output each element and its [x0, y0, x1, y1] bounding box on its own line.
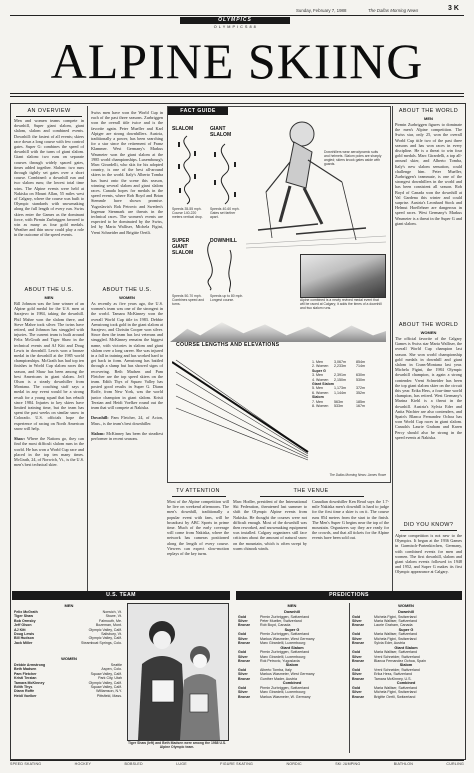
footer-sport-link[interactable]: NORDIC: [286, 762, 302, 766]
section-tv: TV ATTENTION: [176, 488, 220, 494]
header-paper: The Dallas Morning News: [368, 8, 419, 13]
roster-row: Edith Thys Squaw Valley, Calif.: [14, 685, 122, 690]
medal-label: Bronze: [238, 659, 251, 664]
downhill-diagram: [220, 248, 240, 294]
medal-label: Gold: [238, 685, 247, 690]
about-world-men-text: Pirmin Zurbriggen figures to dominate the men's Alpine competition. The Swiss star, only 25, won the overall World Cup title two of the past three seasons and has won races in every discipline. He is a threat to win four gold medals. Marc Girardelli, a top all-around skier, and Alberto Tomba, Italy's new slalom sensation, could challenge him. Peter Mueller, Zurbriggen's teammate, is one of the strongest downhillers in the world and has been consistent all season. Rob Boyd of Canada won the downhill at Val Gardena this winter and could surprise. Austria's Leonhard Stock and Helmut Hoeflehner are dangerous in speed races. West Germany's Markus Wasmeier is a threat in the Super G and giant slalom.: [395, 122, 462, 226]
prediction-event-title: Super G: [284, 627, 300, 632]
about-us-men-text: Bill Johnson was the lone winner of an Alpine gold medal for the U.S. men at Sarajevo in 1984, taking the downhill. Phil Mahre won the slalom there, and Steve Mahre took silver. The twins have retired, and Johnson has struggled with injuries. The current team is built around Felix McGrath and Tiger Shaw in the technical events and AJ Kitt and Doug Lewis in downhill. Lewis won a bronze medal in the downhill at the 1985 world championships. McGrath has had top ten finishes in World Cup slalom races this season, and Shaw has been among the best Americans in giant slalom. Jeff Olson is a steady downhiller from Montana. The coaching staff says a medal in any event would be a strong result for a young squad that has rebuilt since 1984. Injuries to key skiers have limited training time, but the team has spent the past weeks on similar snow in Colorado. U.S. officials hope the experience of racing on North American snow will help. Shaw: Where the Nations go, they can find the most difficult slalom runs in the world. He has won a World Cup race and placed in the top ten many times. McGrath, 24, of Norwich, Vt., is the U.S. men's best technical skier.: [14, 301, 84, 468]
medal-winner: Alberto Tomba, Italy: [260, 668, 292, 673]
us-team-women-list: [14, 663, 122, 698]
prediction-event-title: Slalom: [285, 663, 299, 668]
label-downhill: DOWNHILL: [210, 238, 237, 244]
medal-winner: Pirmin Zurbriggen, Switzerland: [260, 614, 310, 619]
medal-winner: Maria Walliser, Switzerland: [374, 632, 418, 637]
olympics-subtag: O L Y M P I C S 8 8: [213, 25, 257, 29]
slalom-diagram: [172, 134, 202, 206]
medal-label: Gold: [352, 632, 361, 637]
medal-winner: Maria Walliser, Switzerland: [374, 650, 418, 655]
footer-sport-link[interactable]: BOBSLED: [124, 762, 143, 766]
medal-winner: Vreni Schneider, Switzerland: [374, 654, 420, 659]
section-predictions: PREDICTIONS: [236, 591, 462, 600]
medal-winner: Michela Figini, Switzerland: [374, 636, 417, 641]
label-world-men: MEN: [424, 116, 433, 121]
course-row: Giant Slalom: [312, 382, 334, 387]
label-women: WOMEN: [119, 295, 135, 300]
medal-label: Bronze: [238, 676, 251, 681]
medal-winner: Peter Mueller, Switzerland: [260, 619, 302, 623]
giant-slalom-diagram: [210, 142, 240, 206]
label-super-g: SUPER GIANT SLALOM: [172, 238, 194, 256]
medal-winner: Blanca Fernandez Ochoa, Spain: [374, 659, 426, 664]
header-date: Sunday, February 7, 1988: [296, 8, 347, 13]
roster-row: Bill Hudson Olympic Valley, Calif.: [14, 636, 122, 641]
footer-sport-link[interactable]: SKI JUMPING: [335, 762, 361, 766]
medal-label: Silver: [238, 654, 248, 659]
section-about-world-women: ABOUT THE WORLD: [398, 322, 459, 328]
olympics-tag: OLYMPICS: [180, 17, 290, 24]
label-giant-slalom: GIANT SLALOM: [210, 126, 232, 138]
prediction-event-title: Downhill: [398, 610, 414, 614]
medal-label: Gold: [238, 668, 247, 673]
medal-winner: Erika Hess, Switzerland: [374, 672, 412, 677]
course-table: [312, 360, 384, 408]
team-photo-caption: Tiger Shaw (left) and Beth Madsen were among the 1988 U.S. Alpine Olympic team.: [127, 741, 227, 749]
medal-winner: Maria Walliser, Switzerland: [374, 619, 418, 623]
roster-row: Beth Madsen Aspen, Colo.: [14, 667, 122, 672]
medal-winner: Michela Figini, Switzerland: [374, 614, 417, 619]
venue-photo: [300, 254, 386, 298]
about-us-women-text: As recently as five years ago, the U.S. women's team was one of the strongest in the world. Tamara McKinney won the overall World Cup title in 1983. Debbie Armstrong took gold in the giant slalom at Sarajevo, and Christin Cooper won silver. Since then the team has lost veterans and struggled. McKinney remains the biggest name, with victories in slalom and giant slalom over a long career. She was injured in a fall in training and has worked hard to get back in form. Armstrong has battled through a slump but has showed signs of recovering. Beth Madsen and Pam Fletcher are the top speed skiers on the team. Edith Thys of Squaw Valley has posted good results in Super G. Diann Roffe, from New York, was the world junior champion in giant slalom. Kristi Terzian and Heidi Voelker round out the team that will compete at Nakiska. Downhill: Pam Fletcher, 24, of Acton, Mass., is the team's best downhiller. Slalom: McKinney has been the steadiest performer in recent seasons.: [91, 301, 163, 442]
medal-label: Silver: [238, 672, 248, 677]
footer-sport-link[interactable]: LUGE: [176, 762, 187, 766]
medal-winner: Marc Girardelli, Luxembourg: [260, 690, 306, 695]
medal-winner: Marc Girardelli, Luxembourg: [260, 641, 306, 646]
medal-winner: Pirmin Zurbriggen, Switzerland: [260, 650, 310, 655]
prediction-event-title: Combined: [396, 681, 416, 686]
medal-label: Bronze: [352, 676, 365, 681]
prediction-event-title: Super G: [398, 627, 414, 632]
section-fact-guide: FACT GUIDE: [168, 107, 228, 115]
overview-text: Men and women teams compete in downhill, Super giant slalom, giant slalom, slalom and combined events. Downhill: the fastest of all events; skiers race down a long course with few control gates. Super G: combines the speed of downhill with the turns of giant slalom. Giant slalom: two runs on separate courses through widely spaced gates, times added together. Slalom: two runs through tightly set gates over a short course. Combined: a downhill run and two slalom runs; the lowest total time wins. The Alpine events were held at Nakiska on Mount Allan, 55 miles west of Calgary, where the course was built to Olympic standards with snowmaking along the full length of every run. Swiss skiers enter the Games as the dominant force, with Pirmin Zurbriggen favored to win as many as four gold medals. Weather and thin snow could play a role in the outcome of the speed events.: [14, 118, 84, 238]
page-number: 3 K: [448, 5, 459, 12]
section-us-team: U.S. TEAM: [12, 591, 230, 600]
course-row: 7. Men 563m 185m: [312, 399, 365, 404]
medal-label: Gold: [238, 650, 247, 655]
medal-label: Gold: [352, 685, 361, 690]
medal-label: Silver: [238, 619, 248, 623]
predictions-women-label: WOMEN: [398, 603, 414, 608]
section-about-us-women: ABOUT THE U.S.: [102, 287, 152, 293]
medal-winner: Laurie Graham, Canada: [374, 623, 413, 628]
roster-row: Felix McGrath Norwich, Vt.: [14, 610, 122, 614]
overview-text-2: Swiss men have won the World Cup in each of the past three seasons. Zurbriggen won the overall title twice and is the favorite again. Peter Mueller and Karl Alpiger are strong downhillers. Austria, traditionally a power, has been searching for a star since the retirement of Franz Klammer. West Germany's Markus Wasmeier won the giant slalom at the 1985 world championships. Luxembourg's Marc Girardelli, who skis for his adopted country, is one of the best all-around skiers in the world. Italy's Alberto Tomba has burst onto the scene this season, winning several slalom and giant slalom races. Canada hopes for medals in the speed events, where Rob Boyd and Brian Stemmle have shown promise. Yugoslavia's Rok Petrovic and Sweden's Ingemar Stenmark are threats in the technical races. The women's events are expected to be dominated by the Swiss, led by Maria Walliser, Michela Figini, Vreni Schneider and Brigitte Oertli.: [91, 110, 163, 235]
roster-row: Tiger Shaw Stowe, Vt.: [14, 614, 122, 619]
did-you-know-text: Alpine competition is not new to the Olympics. It began at the 1936 Games in Garmisch-Partenkirchen, Germany, with combined events for men and women. The first downhill, slalom and giant slalom events followed in 1948 and 1952, and Super G makes its first Olympic appearance at Calgary.: [395, 533, 462, 575]
medal-winner: Pirmin Zurbriggen, Switzerland: [260, 632, 310, 637]
roster-row: Tamara McKinney Olympic Valley, Calif.: [14, 680, 122, 685]
prediction-row: [238, 695, 346, 699]
downhill-note: Speeds up to 80 mph. Longest course.: [210, 294, 244, 302]
us-team-women-label: WOMEN: [61, 656, 77, 661]
section-venue: THE VENUE: [293, 488, 329, 494]
tv-text: Most of the Alpine competition will be live on weekend afternoons. The men's downhill, traditionally a popular event with fans, will be broadcast by ABC Sports in prime time. Much of the early coverage will come from Nakiska, where the network has cameras positioned along the length of every course. Viewers can expect slow-motion replays of the key turns.: [167, 499, 229, 557]
medal-label: Silver: [238, 690, 248, 695]
prediction-event-title: Giant Slalom: [280, 645, 304, 650]
medal-label: Silver: [352, 672, 362, 677]
medal-label: Gold: [238, 632, 247, 637]
page-title: ALPINE SKIING: [50, 33, 424, 89]
skier-note: Downhillers wear aerodynamic suits and helmets. Slalom poles are sharply angled; skiers knock gates aside with guards.: [324, 150, 382, 166]
prediction-event-title: Combined: [282, 681, 302, 686]
label-slalom: SLALOM: [172, 126, 194, 132]
medal-winner: Marc Girardelli, Luxembourg: [260, 654, 306, 659]
course-row: 8. Women 533m 167m: [312, 404, 365, 409]
section-overview: AN OVERVIEW: [27, 108, 71, 114]
about-world-women-text: The official favorite of the Calgary Games is Swiss star Maria Walliser, the overall World Cup champion last season. She won world championship gold medals in downhill and giant slalom in Crans-Montana last year. Michela Figini, the 1984 Olympic downhill champion, is again a strong contender. Vreni Schneider has been the top giant slalom skier on the circuit this year. Erika Hess, a four-time world champion, has retired. West Germany's Marina Kiehl is a threat in the downhill. Austria's Sylvia Eder and Anita Wachter are also contenders, and Spain's Blanca Fernandez Ochoa has won World Cup races in giant slalom. Canada's Laurie Graham and Karen Percy should also be strong in the speed events at Nakiska.: [395, 336, 462, 440]
medal-winner: Tamara McKinney, U.S.: [374, 676, 412, 681]
medal-label: Gold: [352, 650, 361, 655]
super-g-diagram: [200, 240, 220, 292]
super-g-note: Speeds 50-70 mph. Combines speed and turns.: [172, 294, 205, 306]
section-about-world-men: ABOUT THE WORLD: [398, 108, 459, 114]
footer-sport-link[interactable]: SPEED SKATING: [10, 762, 42, 766]
predictions-women: [352, 610, 460, 699]
venue-text-1: Marc Hodler, president of the International Ski Federation, threatened last summer to shift the Olympic Alpine events from Nakiska. He thought the courses were not difficult enough. Most of the downhill was then reworked, and snowmaking equipment was installed. Calgary organizers still face criticism about the amount of natural snow on the mountain, which is often swept by warm chinook winds.: [233, 499, 307, 551]
medal-label: Bronze: [352, 623, 365, 628]
predictions-men-label: MEN: [287, 603, 297, 608]
medal-winner: Markus Wasmeier, West Germany: [260, 672, 315, 677]
section-did-you-know: DID YOU KNOW?: [403, 522, 454, 528]
roster-row: Bob Ormsby Falmouth, Me.: [14, 618, 122, 623]
roster-row: Heidi Voelker Pittsfield, Mass.: [14, 693, 122, 698]
medal-label: Gold: [352, 668, 361, 673]
medal-winner: Gunther Mader, Austria: [260, 676, 297, 681]
medal-label: Silver: [352, 619, 362, 623]
photo-note: Alpine combined is a newly revived medal event that will be raced at Calgary; it adds the times of a downhill and two slalom runs.: [300, 298, 382, 310]
medal-label: Gold: [352, 614, 361, 619]
footer-sport-link[interactable]: FIGURE SKATING: [220, 762, 254, 766]
medal-label: Gold: [238, 614, 247, 619]
medal-label: Bronze: [238, 641, 251, 646]
medal-label: Bronze: [352, 659, 365, 664]
course-row: 2. Women 2,233m 714m: [312, 364, 365, 369]
medal-winner: Michela Figini, Switzerland: [374, 690, 417, 695]
medal-label: Bronze: [238, 623, 251, 628]
roster-row: Pam Fletcher Squaw Valley, Calif.: [14, 671, 122, 676]
roster-row: AJ Kitt Olympic Valley, Calif.: [14, 627, 122, 632]
medal-winner: Pirmin Zurbriggen, Switzerland: [260, 685, 310, 690]
medal-winner: Sylvia Eder, Austria: [374, 641, 405, 646]
us-team-men-list: [14, 610, 122, 645]
medal-winner: Markus Wasmeier, W. Germany: [260, 694, 311, 699]
course-row: 1. Men 3,067m 854m: [312, 360, 365, 364]
roster-row: Doug Lewis Salisbury, Vt.: [14, 632, 122, 637]
label-world-women: WOMEN: [420, 330, 437, 335]
medal-label: Bronze: [352, 641, 365, 646]
roster-row: Jeff Olson Bozeman, Mont.: [14, 623, 122, 628]
course-row: 4. Women 2,150m 530m: [312, 377, 365, 382]
course-row: Slalom: [312, 395, 324, 400]
medal-label: Bronze: [238, 694, 251, 699]
prediction-event-title: Downhill: [284, 610, 300, 614]
medal-label: Bronze: [352, 694, 365, 699]
course-row: Super G: [312, 368, 326, 373]
prediction-event-title: Slalom: [399, 663, 413, 668]
slalom-note: Speeds 35-55 mph. Course 140-220 meters vertical drop.: [172, 207, 203, 219]
prediction-row: [352, 695, 460, 699]
skier-illustration: [246, 112, 386, 252]
footer-sport-link[interactable]: BIATHLON: [393, 762, 414, 766]
section-course-lengths: COURSE LENGTHS AND ELEVATIONS: [176, 342, 280, 348]
team-photo: [127, 603, 229, 741]
medal-winner: Brigitte Oertli, Switzerland: [374, 694, 416, 699]
footer-sport-link[interactable]: HOCKEY: [74, 762, 92, 766]
course-row: 6. Women 1,144m 352m: [312, 390, 365, 395]
medal-winner: Markus Wasmeier, West Germany: [260, 636, 315, 641]
venue-text-2: Canadian downhiller Ken Read says the 1.7-mile Nakiska men's downhill is hard to judge for the first time a skier is on it. The course runs 854 meters from the start to the finish. The Men's Super G begins near the top of the mountain. Organizers say they are ready for the crowds, and that all tickets for the Alpine events have been sold out.: [312, 499, 389, 541]
roster-row: Kristi Terzian Park City, Utah: [14, 676, 122, 681]
roster-row: Diann Roffe Williamson, N.Y.: [14, 689, 122, 694]
section-about-us-men: ABOUT THE U.S.: [24, 287, 74, 293]
label-men: MEN: [44, 295, 54, 300]
roster-row: Jack Miller Steamboat Springs, Colo.: [14, 640, 122, 645]
medal-winner: Maria Walliser, Switzerland: [374, 685, 418, 690]
medal-winner: Rob Boyd, Canada: [260, 623, 291, 628]
fact-guide-credit: The Dallas Morning News: James Rowe: [329, 473, 386, 477]
course-row: 5. Men 1,173m 372m: [312, 386, 365, 391]
us-team-men-label: MEN: [64, 603, 74, 608]
footer-sports: [10, 762, 464, 772]
medal-winner: Rok Petrovic, Yugoslavia: [260, 659, 300, 664]
elevation-chart: [172, 352, 312, 464]
medal-label: Silver: [352, 654, 362, 659]
medal-label: Silver: [352, 636, 362, 641]
roster-row: Debbie Armstrong Seattle: [14, 663, 122, 667]
course-row: 3. Men 2,391m 630m: [312, 373, 365, 378]
medal-label: Silver: [238, 636, 248, 641]
medal-label: Silver: [352, 690, 362, 695]
predictions-men: [238, 610, 346, 699]
giant-slalom-note: Speeds 40-60 mph. Gates set farther apart.: [210, 207, 240, 219]
footer-sport-link[interactable]: CURLING: [446, 762, 464, 766]
medal-winner: Vreni Schneider, Switzerland: [374, 668, 420, 673]
prediction-event-title: Giant Slalom: [394, 645, 418, 650]
